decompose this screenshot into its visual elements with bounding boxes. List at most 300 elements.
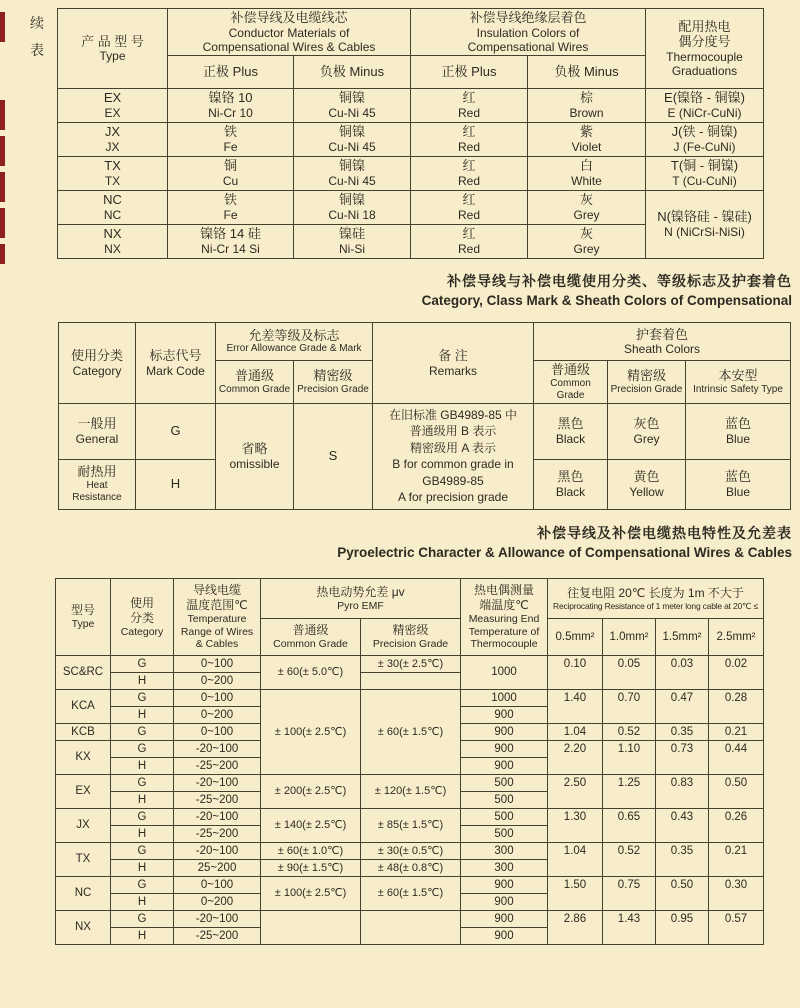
table-row [58,190,764,224]
cell-temp-range: 0~100 [174,877,261,894]
cell-conductor-plus [168,224,294,258]
cell-category: G [111,877,174,894]
remarks-line: B for common grade in [392,457,514,471]
cell-resistance: 1.04 [548,843,603,877]
cell-measuring-temp: 500 [461,826,548,843]
cell-conductor-plus [168,190,294,224]
cell-resistance: 0.73 [656,741,709,775]
text-line: E (NiCr-CuNi) [667,105,742,120]
cell-measuring-temp: 900 [461,911,548,928]
header-text-en: Sheath Colors [623,342,701,357]
cell-resistance: 0.30 [709,877,764,911]
cell-type: NC [56,877,111,911]
remarks-line: 普通级用 B 表示 [409,424,497,438]
cell-resistance: 0.35 [656,843,709,877]
cell-emf-precision [361,911,461,945]
header-text-zh: 使用分类 [70,348,123,363]
text-line: NC [103,192,122,208]
cell-category: G [111,911,174,928]
cell-resistance: 0.21 [709,843,764,877]
header-precision-grade [361,619,461,656]
header-text-en: Common Grade [273,638,348,651]
text-line: Violet [571,139,602,154]
cell-resistance: 0.50 [656,877,709,911]
cell-type: EX [56,775,111,809]
cell-emf-precision: ± 60(± 1.5℃) [361,877,461,911]
page-edge-mark [0,244,5,264]
header-text-zh: 普通级 [292,623,329,638]
header-text-en: Remarks [428,363,477,378]
text-line: 棕 [579,90,593,106]
cell-resistance: 1.10 [603,741,656,775]
text-line: Red [457,241,480,256]
cell-measuring-temp: 900 [461,894,548,911]
text-line: 黄色 [633,469,660,485]
header-mark-code [136,323,216,404]
text-line: Brown [569,105,604,120]
header-measuring-end-temp [461,579,548,656]
cell-conductor-minus [294,122,411,156]
header-text-en: Thermocouple [470,638,538,651]
text-line: 蓝色 [724,416,751,432]
cell-insulation-plus [411,88,528,122]
remarks-line: 精密级用 A 表示 [409,440,496,455]
text-line: Red [457,207,480,222]
header-conductor-materials [168,9,411,56]
cell-temp-range: 25~200 [174,860,261,877]
cell-type [58,122,168,156]
header-text-zh: 热电动势允差 μv [316,584,405,599]
text-line: 省略 [241,441,268,457]
header-text-zh: 补偿导线绝缘层着色 [469,10,587,25]
header-text-en: Common Grade [550,377,591,401]
text-line: 铜 [223,158,237,174]
cell-type: NX [56,911,111,945]
heading-zh: 补偿导线与补偿电缆使用分类、等级标志及护套着色 [447,273,792,289]
cell-category: H [111,860,174,877]
text-line: EX [104,105,121,120]
cell-sheath-common [534,403,608,459]
header-text-en: Pyro EMF [337,599,384,612]
cell-sheath-common [534,459,608,509]
cell-type: SC&RC [56,656,111,690]
cell-resistance: 2.20 [548,741,603,775]
cell-resistance: 1.04 [548,724,603,741]
cell-emf-precision [361,673,461,690]
header-text-en: Mark Code [146,363,205,378]
header-text-zh: 精密级 [313,368,353,383]
text-line: 灰 [579,226,593,242]
text-line: 红 [462,158,476,174]
header-intrinsic-safety [686,361,791,404]
header-text-en: Category [120,625,164,638]
cell-temp-range: -25~200 [174,826,261,843]
header-text-en: Precision Grade [610,383,683,395]
page-edge-mark [0,208,5,238]
page-edge-mark [0,136,5,166]
header-text-en: Intrinsic Safety Type [693,383,783,395]
cell-category: H [111,792,174,809]
text-line: JX [104,124,121,140]
cell-temp-range: 0~100 [174,656,261,673]
text-line: Cu-Ni 45 [328,105,376,120]
text-line: Blue [725,431,751,446]
text-line: NX [103,226,122,242]
cell-category: G [111,656,174,673]
header-text-zh: 配用热电 [678,18,731,34]
cell-category: H [111,826,174,843]
text-line: 铜镍 [338,192,365,208]
cell-emf-common: ± 140(± 2.5℃) [261,809,361,843]
cell-resistance: 0.70 [603,690,656,724]
cell-category: G [111,724,174,741]
cell-temp-range: 0~100 [174,724,261,741]
cell-type: KCA [56,690,111,724]
text-line: Grey [573,207,600,222]
text-line: Grey [633,431,660,446]
heading-zh: 补偿导线及补偿电缆热电特性及允差表 [537,525,792,541]
header-text-zh: 产 品 型 号 [81,33,144,49]
cell-temp-range: -25~200 [174,792,261,809]
header-text-zh: 允差等级及标志 [248,327,340,343]
header-text-en: Temperature [187,613,247,626]
cell-insulation-plus [411,156,528,190]
cell-insulation-minus [528,88,646,122]
cell-measuring-temp: 500 [461,809,548,826]
text-line: 紫 [579,124,593,140]
header-temp-range [174,579,261,656]
header-text-en: Measuring End [468,613,540,626]
cell-temp-range: 0~200 [174,894,261,911]
cell-resistance: 1.40 [548,690,603,724]
cell-conductor-plus [168,88,294,122]
header-text-zh: 护套着色 [635,326,688,342]
header-cross-section-1.0: 1.0mm² [603,619,656,656]
cell-insulation-minus [528,156,646,190]
text-line: White [571,173,602,188]
cell-insulation-minus [528,122,646,156]
cell-precision-grade-mark: S [294,403,373,509]
cell-mark-code: G [136,403,216,459]
text-line: TX [104,173,121,188]
header-common-grade [261,619,361,656]
cell-temp-range: -25~200 [174,928,261,945]
remarks-line: GB4989-85 [422,473,484,488]
page-edge-mark [0,12,5,42]
header-text-zh: 偶分度号 [678,34,731,50]
table-row [58,88,764,122]
cell-measuring-temp: 900 [461,928,548,945]
cell-conductor-minus [294,88,411,122]
cell-resistance: 0.26 [709,809,764,843]
cell-category: G [111,741,174,758]
text-line: Cu-Ni 45 [328,139,376,154]
header-category [59,323,136,404]
header-text-en: Error Allowance Grade & Mark [226,343,362,355]
text-line: Black [555,484,586,499]
header-text-en: Graduations [671,63,738,78]
cell-resistance: 0.95 [656,911,709,945]
cell-graduation [646,122,764,156]
text-line: T (Cu-CuNi) [672,173,737,188]
text-line: Heat Resistance [72,479,122,503]
cell-type [58,156,168,190]
header-text-zh: 补偿导线及电缆线芯 [230,10,348,25]
header-text-zh: 精密级 [626,368,666,383]
cell-category: G [111,775,174,792]
cell-resistance: 0.57 [709,911,764,945]
text-line: J (Fe-CuNi) [673,139,736,154]
table-row [56,775,764,792]
header-text-zh: 普通级 [550,362,590,377]
header-text-zh: 型号 [70,603,95,618]
cell-emf-common: ± 60(± 5.0℃) [261,656,361,690]
header-text-en: Compensational Wires & Cables [202,39,376,54]
cell-sheath-precision [608,459,686,509]
cell-category: G [111,843,174,860]
header-text-zh: 分类 [129,610,154,625]
cell-category [59,459,136,509]
text-line: Red [457,105,480,120]
text-line: N (NiCrSi-NiSi) [664,224,745,239]
text-line: 铁 [223,124,237,140]
table-header-row [59,323,791,361]
header-precision-grade [608,361,686,404]
text-line: 铁 [223,192,237,208]
cell-conductor-plus [168,156,294,190]
header-text-en: Type [71,618,95,631]
text-line: J(铁 - 铜镍) [671,124,738,140]
header-text-zh: 端温度℃ [479,598,529,613]
cell-sheath-intrinsic [686,459,791,509]
text-line: 白 [579,158,593,174]
pyroelectric-allowance-table [55,578,764,945]
text-line: 耐热用 [77,464,117,480]
section-heading-category-sheath [422,272,792,310]
header-insulation-colors [411,9,646,56]
text-line: 镍铬 10 [208,90,253,106]
cell-resistance: 1.30 [548,809,603,843]
cell-resistance: 1.50 [548,877,603,911]
text-line: Cu [222,173,239,188]
cell-emf-precision: ± 48(± 0.8℃) [361,860,461,877]
cell-emf-precision: ± 120(± 1.5℃) [361,775,461,809]
text-line: Fe [223,139,238,154]
table-row [56,809,764,826]
cell-category [59,403,136,459]
header-type [56,579,111,656]
header-text-zh: 使用 [129,595,154,610]
cell-temp-range: -20~100 [174,741,261,758]
cell-resistance: 0.52 [603,724,656,741]
cell-emf-common: ± 200(± 2.5℃) [261,775,361,809]
text-line: N(镍铬硅 - 镍硅) [657,209,752,225]
cell-resistance: 0.03 [656,656,709,690]
text-line: NX [104,241,121,256]
text-line: 红 [462,90,476,106]
text-line: Ni-Cr 14 Si [201,241,260,256]
cell-resistance: 0.43 [656,809,709,843]
cell-common-grade-mark [216,403,294,509]
cell-category: H [111,707,174,724]
text-line: 灰色 [633,416,660,432]
cell-category: G [111,690,174,707]
cell-remarks [373,403,534,509]
text-line: 铜镍 [338,90,365,106]
header-text-zh: 热电偶测量 [473,583,534,598]
text-line: 红 [462,226,476,242]
header-precision-grade [294,361,373,404]
cell-measuring-temp: 500 [461,775,548,792]
text-line: 镍铬 14 硅 [200,226,261,242]
header-text-en: Compensational Wires [467,39,589,54]
cell-type: TX [56,843,111,877]
heading-en: Category, Class Mark & Sheath Colors of Compensational [421,293,792,308]
cell-measuring-temp: 900 [461,758,548,775]
cell-conductor-plus [168,122,294,156]
cell-conductor-minus [294,190,411,224]
header-text-en: Common Grade [218,383,291,395]
header-common-grade [216,361,294,404]
cell-emf-common: ± 90(± 1.5℃) [261,860,361,877]
cell-resistance: 0.35 [656,724,709,741]
text-line: 镍硅 [338,226,365,242]
header-text-en: Type [99,49,126,63]
cell-emf-common: ± 100(± 2.5℃) [261,877,361,911]
header-minus: 负极 Minus [294,55,411,88]
text-line: Cu-Ni 45 [328,173,376,188]
header-text-zh: 导线电缆 [192,583,241,598]
cell-resistance: 0.83 [656,775,709,809]
text-line: 灰 [579,192,593,208]
cell-measuring-temp: 900 [461,707,548,724]
header-minus: 负极 Minus [528,55,646,88]
header-text-en: Conductor Materials of [228,25,350,40]
header-text-en: Reciprocating Resistance of 1 meter long cable at 20℃ ≤ [553,601,758,611]
text-line: Black [555,431,586,446]
cell-emf-precision: ± 30(± 2.5℃) [361,656,461,673]
cell-category: H [111,673,174,690]
text-line: 红 [462,192,476,208]
heading-en: Pyroelectric Character & Allowance of Compensational Wires & Cables [337,545,792,560]
cell-resistance: 2.86 [548,911,603,945]
cell-type [58,190,168,224]
cell-sheath-intrinsic [686,403,791,459]
cell-resistance: 0.65 [603,809,656,843]
header-text-en: Precision Grade [297,383,369,395]
cell-resistance: 0.75 [603,877,656,911]
text-line: Yellow [629,484,664,499]
header-error-allowance [216,323,373,361]
header-cross-section-2.5: 2.5mm² [709,619,764,656]
cell-resistance: 0.52 [603,843,656,877]
cell-resistance: 0.47 [656,690,709,724]
cell-category: H [111,758,174,775]
header-text-zh: 往复电阻 20℃ 长度为 1m 不大于 [567,586,744,600]
table-header-row [56,579,764,619]
header-pyro-emf [261,579,461,619]
cell-temp-range: -20~100 [174,809,261,826]
cell-temp-range: -20~100 [174,911,261,928]
cell-resistance: 1.25 [603,775,656,809]
text-line: Grey [573,241,600,256]
header-product-type [58,9,168,89]
cell-resistance: 0.44 [709,741,764,775]
cell-graduation [646,156,764,190]
text-line: 铜镍 [338,158,365,174]
text-line: NC [103,207,122,222]
cell-resistance: 0.10 [548,656,603,690]
cell-conductor-minus [294,224,411,258]
header-plus: 正极 Plus [168,55,294,88]
text-line: General [75,431,119,446]
cell-temp-range: -25~200 [174,758,261,775]
header-text-en: & Cables [195,638,239,651]
cell-emf-common [261,911,361,945]
text-line: Ni-Si [339,241,365,256]
header-text-en: Precision Grade [372,638,449,651]
cell-type: KCB [56,724,111,741]
header-text-zh: 温度范围℃ [186,598,248,613]
cell-insulation-minus [528,224,646,258]
cell-measuring-temp: 500 [461,792,548,809]
header-reciprocating-resistance [548,579,764,619]
header-sheath-colors [534,323,791,361]
page-edge-mark [0,172,5,202]
cell-mark-code: H [136,459,216,509]
cell-emf-common: ± 100(± 2.5℃) [261,690,361,775]
remarks-line: A for precision grade [397,490,509,504]
table-row [56,877,764,894]
cell-category: G [111,809,174,826]
cell-graduation [646,88,764,122]
cell-temp-range: -20~100 [174,775,261,792]
continued-table-label: 续表 [30,15,44,58]
cell-measuring-temp: 300 [461,843,548,860]
cell-type [58,88,168,122]
text-line: Cu-Ni 18 [328,207,376,222]
header-text-en: Range of Wires [180,625,254,638]
text-line: Red [457,173,480,188]
cell-emf-precision: ± 85(± 1.5℃) [361,809,461,843]
remarks-line: 在旧标准 GB4989-85 中 [388,407,518,422]
table-row [56,911,764,928]
header-text-zh: 备 注 [438,348,468,363]
text-line: Fe [223,207,238,222]
cell-temp-range: 0~200 [174,673,261,690]
cell-insulation-minus [528,190,646,224]
page-edge-mark [0,100,5,130]
table-row [59,403,791,459]
header-category [111,579,174,656]
product-type-table [57,8,764,259]
header-text-en: Category [72,363,122,378]
table-row [56,843,764,860]
text-line: TX [104,158,121,174]
cell-type: JX [56,809,111,843]
table-row [56,656,764,673]
cell-resistance: 0.28 [709,690,764,724]
header-text-zh: 普通级 [234,368,274,383]
text-line: E(镍铬 - 铜镍) [664,90,745,106]
header-text-en: Thermocouple [666,49,743,64]
text-line: 一般用 [77,416,117,432]
cell-measuring-temp: 900 [461,741,548,758]
header-text-zh: 本安型 [718,368,758,383]
cell-sheath-precision [608,403,686,459]
section-heading-pyroelectric [337,524,792,562]
cell-measuring-temp: 900 [461,877,548,894]
